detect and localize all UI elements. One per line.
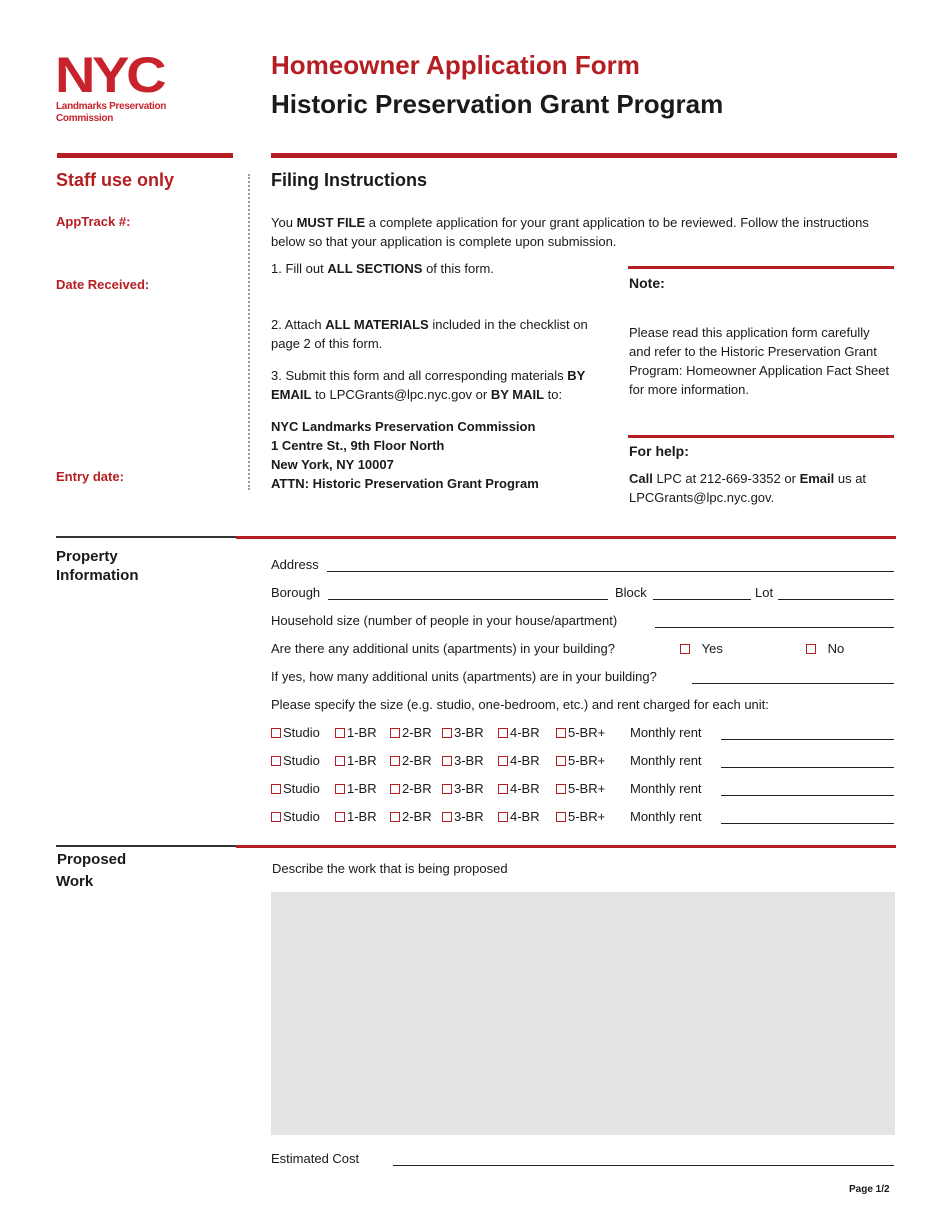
unit-checkbox[interactable]: [556, 812, 566, 822]
unit-checkbox[interactable]: [442, 756, 452, 766]
form-title: Homeowner Application Form: [271, 50, 640, 80]
unit-option-label: 2-BR: [402, 725, 432, 740]
unit-option-1-br[interactable]: [335, 809, 377, 824]
unit-option-label: 4-BR: [510, 753, 540, 768]
unit-checkbox[interactable]: [335, 784, 345, 794]
unit-option-5-brplus[interactable]: [556, 809, 605, 824]
unit-option-label: Studio: [283, 753, 320, 768]
address-line-1: NYC Landmarks Preservation Commission: [271, 419, 536, 434]
staff-divider: [57, 153, 233, 158]
filing-step-3: 3. Submit this form and all corresponding materials BY EMAIL to LPCGrants@lpc.nyc.gov or BY MAIL to:: [271, 368, 586, 402]
unit-option-2-br[interactable]: [390, 781, 432, 796]
unit-option-label: 1-BR: [347, 809, 377, 824]
unit-option-2-br[interactable]: [390, 809, 432, 824]
address-field[interactable]: [327, 571, 894, 572]
unit-option-5-brplus[interactable]: [556, 725, 605, 740]
how-many-units-label: If yes, how many additional units (apartments) are in your building?: [271, 669, 657, 684]
unit-checkbox[interactable]: [271, 728, 281, 738]
no-option[interactable]: No: [806, 641, 844, 656]
property-divider-left: [56, 536, 236, 538]
unit-option-label: 2-BR: [402, 753, 432, 768]
unit-option-label: 3-BR: [454, 725, 484, 740]
unit-option-label: 3-BR: [454, 809, 484, 824]
unit-option-studio[interactable]: [271, 781, 320, 796]
unit-checkbox[interactable]: [442, 784, 452, 794]
unit-option-label: Studio: [283, 809, 320, 824]
unit-option-label: 5-BR+: [568, 753, 606, 768]
unit-option-4-br[interactable]: [498, 753, 540, 768]
unit-option-3-br[interactable]: [442, 781, 484, 796]
unit-option-3-br[interactable]: [442, 725, 484, 740]
unit-checkbox[interactable]: [390, 784, 400, 794]
date-received-label: Date Received:: [56, 277, 150, 292]
unit-option-label: 4-BR: [510, 725, 540, 740]
unit-checkbox[interactable]: [390, 728, 400, 738]
mailing-address: [271, 417, 611, 493]
unit-option-label: 1-BR: [347, 753, 377, 768]
help-heading: For help:: [629, 443, 689, 459]
borough-field[interactable]: [328, 599, 608, 600]
unit-option-3-br[interactable]: [442, 753, 484, 768]
unit-option-label: 5-BR+: [568, 781, 606, 796]
unit-option-2-br[interactable]: [390, 725, 432, 740]
block-field[interactable]: [653, 599, 751, 600]
unit-option-studio[interactable]: [271, 809, 320, 824]
page-number: Page 1/2: [849, 1184, 890, 1195]
yes-option[interactable]: Yes: [680, 641, 723, 656]
filing-step-2: 2. Attach ALL MATERIALS included in the checklist on page 2 of this form.: [271, 317, 588, 351]
filing-intro: You MUST FILE a complete application for your grant application to be reviewed. Follow the instructions below so that your application is complete upon submission.: [271, 215, 869, 249]
unit-checkbox[interactable]: [335, 728, 345, 738]
note-heading: Note:: [629, 275, 665, 291]
unit-checkbox[interactable]: [498, 728, 508, 738]
unit-option-label: Studio: [283, 781, 320, 796]
unit-option-5-brplus[interactable]: [556, 753, 605, 768]
unit-checkbox[interactable]: [390, 756, 400, 766]
dotted-separator: [248, 174, 250, 490]
proposed-divider-left: [56, 845, 236, 847]
unit-option-4-br[interactable]: [498, 725, 540, 740]
monthly-rent-field[interactable]: [721, 795, 894, 796]
unit-checkbox[interactable]: [390, 812, 400, 822]
nyc-lpc-logo: [55, 47, 187, 128]
logo-sub1: Landmarks Preservation: [56, 101, 167, 112]
monthly-rent-field[interactable]: [721, 739, 894, 740]
entry-date-label: Entry date:: [56, 469, 124, 484]
monthly-rent-label: Monthly rent: [630, 809, 702, 824]
monthly-rent-label: Monthly rent: [630, 753, 702, 768]
unit-option-4-br[interactable]: [498, 781, 540, 796]
proposed-divider: [236, 845, 896, 848]
unit-option-label: 5-BR+: [568, 809, 606, 824]
unit-checkbox[interactable]: [335, 812, 345, 822]
unit-checkbox[interactable]: [271, 784, 281, 794]
block-label: Block: [615, 585, 647, 600]
unit-option-1-br[interactable]: [335, 781, 377, 796]
apptrack-label: AppTrack #:: [56, 214, 131, 229]
unit-option-studio[interactable]: [271, 725, 320, 740]
unit-checkbox[interactable]: [498, 756, 508, 766]
unit-checkbox[interactable]: [335, 756, 345, 766]
unit-size-instruction: Please specify the size (e.g. studio, one-bedroom, etc.) and rent charged for each unit:: [271, 697, 769, 712]
unit-checkbox[interactable]: [498, 812, 508, 822]
household-label: Household size (number of people in your house/apartment): [271, 613, 618, 628]
unit-option-label: 2-BR: [402, 809, 432, 824]
describe-work-label: Describe the work that is being proposed: [272, 861, 508, 876]
unit-option-label: 2-BR: [402, 781, 432, 796]
unit-checkbox[interactable]: [271, 812, 281, 822]
unit-option-4-br[interactable]: [498, 809, 540, 824]
filing-heading: Filing Instructions: [271, 170, 427, 190]
address-line-2: 1 Centre St., 9th Floor North: [271, 438, 445, 453]
monthly-rent-field[interactable]: [721, 767, 894, 768]
help-divider: [628, 435, 894, 438]
address-label: Address: [271, 557, 319, 572]
additional-units-question: Are there any additional units (apartments) in your building?: [271, 641, 615, 656]
estimated-cost-field[interactable]: [393, 1165, 894, 1166]
unit-option-1-br[interactable]: [335, 725, 377, 740]
filing-step-1: 1. Fill out ALL SECTIONS of this form.: [271, 261, 494, 276]
staff-heading: Staff use only: [56, 170, 175, 190]
lot-label: Lot: [755, 585, 774, 600]
proposed-heading-1: Proposed: [57, 851, 127, 868]
unit-checkbox[interactable]: [271, 756, 281, 766]
unit-option-3-br[interactable]: [442, 809, 484, 824]
note-text: Please read this application form carefully and refer to the Historic Preservation Grant Program: Homeowner Application Fact Sheet for more information.: [629, 325, 890, 397]
logo-mark: NYC: [55, 47, 164, 103]
monthly-rent-label: Monthly rent: [630, 781, 702, 796]
property-heading: Property Information: [56, 548, 139, 584]
form-subtitle: Historic Preservation Grant Program: [271, 89, 724, 119]
unit-option-label: Studio: [283, 725, 320, 740]
unit-checkbox[interactable]: [556, 756, 566, 766]
unit-checkbox[interactable]: [556, 784, 566, 794]
monthly-rent-field[interactable]: [721, 823, 894, 824]
unit-checkbox[interactable]: [442, 728, 452, 738]
unit-option-2-br[interactable]: [390, 753, 432, 768]
unit-checkbox[interactable]: [498, 784, 508, 794]
unit-option-studio[interactable]: [271, 753, 320, 768]
unit-option-label: 5-BR+: [568, 725, 606, 740]
no-checkbox[interactable]: [806, 644, 816, 654]
how-many-units-field[interactable]: [692, 683, 894, 684]
proposed-heading-2: Work: [56, 873, 94, 890]
unit-option-label: 1-BR: [347, 725, 377, 740]
unit-option-label: 1-BR: [347, 781, 377, 796]
household-field[interactable]: [655, 627, 894, 628]
monthly-rent-label: Monthly rent: [630, 725, 702, 740]
yes-checkbox[interactable]: [680, 644, 690, 654]
address-line-3: New York, NY 10007: [271, 457, 394, 472]
help-text: Call LPC at 212-669-3352 or Email us at LPCGrants@lpc.nyc.gov.: [629, 471, 867, 505]
unit-option-1-br[interactable]: [335, 753, 377, 768]
unit-checkbox[interactable]: [442, 812, 452, 822]
logo-sub2: Commission: [56, 113, 114, 124]
unit-option-label: 4-BR: [510, 781, 540, 796]
note-divider: [628, 266, 894, 269]
unit-option-label: 3-BR: [454, 753, 484, 768]
unit-option-label: 4-BR: [510, 809, 540, 824]
estimated-cost-label: Estimated Cost: [271, 1151, 360, 1166]
property-divider: [236, 536, 896, 539]
unit-option-label: 3-BR: [454, 781, 484, 796]
lot-field[interactable]: [778, 599, 894, 600]
address-line-4: ATTN: Historic Preservation Grant Program: [271, 476, 539, 491]
borough-label: Borough: [271, 585, 321, 600]
work-description-textarea[interactable]: [271, 892, 895, 1135]
unit-option-5-brplus[interactable]: [556, 781, 605, 796]
instructions-divider: [271, 153, 897, 158]
unit-checkbox[interactable]: [556, 728, 566, 738]
